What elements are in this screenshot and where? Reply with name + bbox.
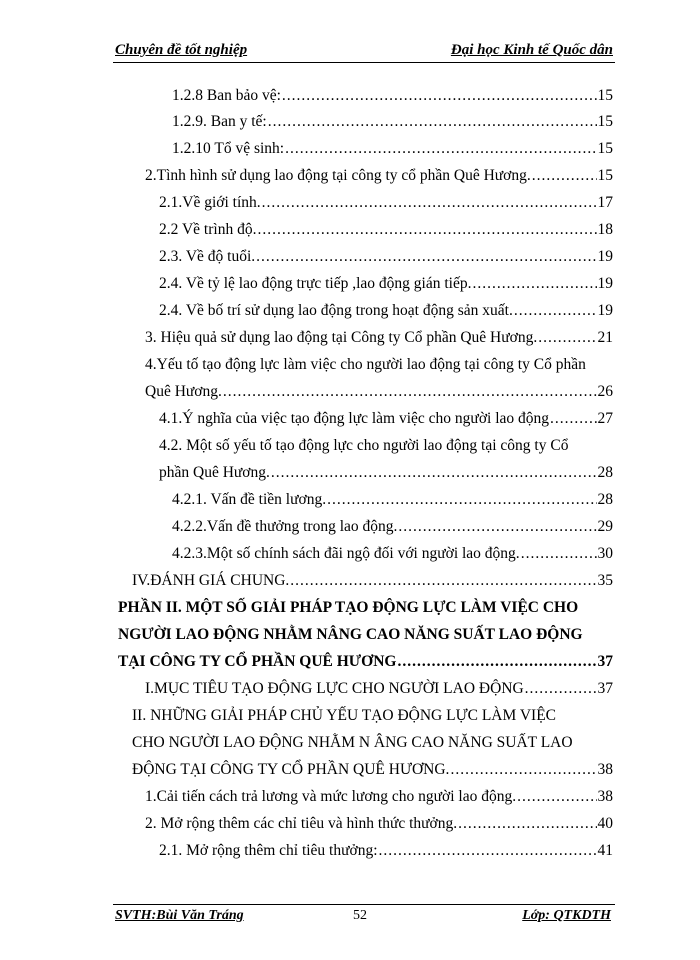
toc-entry: 4.2.3.Một số chính sách đãi ngộ đối với người lao động. ..... 30 (172, 542, 613, 566)
toc-entry: 4.2.2.Vấn đề thưởng trong lao động. ..... 29 (172, 515, 613, 539)
toc-entry: 2.4. Về bố trí sử dụng lao động trong hoạt động sản xuất. ..... 19 (159, 299, 613, 323)
header-right: Đại học Kinh tế Quốc dân (450, 42, 613, 58)
footer-class: Lớp: QTKDTH (522, 908, 611, 923)
toc-entry: Quê Hương. ..... 26 (145, 380, 613, 404)
footer-author: SVTH:Bùi Văn Tráng (115, 908, 244, 923)
toc-entry: 4.2.1. Vấn đề tiền lương. ..... 28 (172, 488, 613, 512)
toc-entry: II. NHỮNG GIẢI PHÁP CHỦ YẾU TẠO ĐỘNG LỰC LÀM VIỆC (132, 707, 557, 724)
toc-entry: 1.2.9. Ban y tế: ..... 15 (172, 110, 613, 134)
toc-entry: CHO NGƯỜI LAO ĐỘNG NHẰM N ÂNG CAO NĂNG SUẤT LAO (132, 734, 573, 751)
toc-entry: phần Quê Hương. ..... 28 (159, 461, 613, 485)
toc-entry: ĐỘNG TẠI CÔNG TY CỔ PHẦN QUÊ HƯƠNG. ..... 38 (132, 758, 613, 782)
page-number: 52 (353, 908, 367, 923)
toc-entry: 1.Cải tiến cách trả lương và mức lương cho người lao động. ..... 38 (145, 785, 613, 809)
toc-entry: 2.1.Về giới tính. ..... 17 (159, 191, 613, 215)
header-left: Chuyên đề tốt nghiệp (115, 42, 248, 58)
toc-entry: NGƯỜI LAO ĐỘNG NHẰM NÂNG CAO NĂNG SUẤT LAO ĐỘNG (118, 626, 583, 643)
toc-entry: 1.2.10 Tổ vệ sinh: ..... 15 (172, 137, 613, 161)
toc-entry: IV.ĐÁNH GIÁ CHUNG. ..... 35 (132, 569, 613, 593)
page-footer (113, 904, 615, 927)
toc-entry: TẠI CÔNG TY CỔ PHẦN QUÊ HƯƠNG ..... 37 (118, 650, 613, 674)
toc-entry: 4.Yếu tố tạo động lực làm việc cho người lao động tại công ty Cổ phần (145, 356, 586, 373)
toc-entry: 2.1. Mở rộng thêm chỉ tiêu thưởng: ..... 41 (159, 839, 613, 863)
toc-entry: 2. Mở rộng thêm các chỉ tiêu và hình thức thưởng. ..... 40 (145, 812, 613, 836)
toc-entry: 2.3. Về độ tuổi. ..... 19 (159, 245, 613, 269)
toc-entry: 2.2 Về trình độ. ..... 18 (159, 218, 613, 242)
toc-entry: 4.1.Ý nghĩa của việc tạo động lực làm việc cho người lao động ..... 27 (159, 407, 613, 431)
toc-entry: 2.Tình hình sử dụng lao động tại công ty cổ phần Quê Hương. ..... 15 (145, 164, 613, 188)
toc-entry: I.MỤC TIÊU TẠO ĐỘNG LỰC CHO NGƯỜI LAO ĐỘNG ..... 37 (145, 677, 613, 701)
toc-entry: 2.4. Về tỷ lệ lao động trực tiếp ,lao động gián tiếp. ..... 19 (159, 272, 613, 296)
toc-entry: 4.2. Một số yếu tố tạo động lực cho người lao động tại công ty Cổ (159, 437, 569, 454)
toc-entry: 3. Hiệu quả sử dụng lao động tại Công ty Cổ phần Quê Hương. ..... 21 (145, 326, 613, 350)
toc-entry: PHẦN II. MỘT SỐ GIẢI PHÁP TẠO ĐỘNG LỰC LÀM VIỆC CHO (118, 599, 579, 616)
toc-entry: 1.2.8 Ban bảo vệ: ..... 15 (172, 84, 613, 108)
